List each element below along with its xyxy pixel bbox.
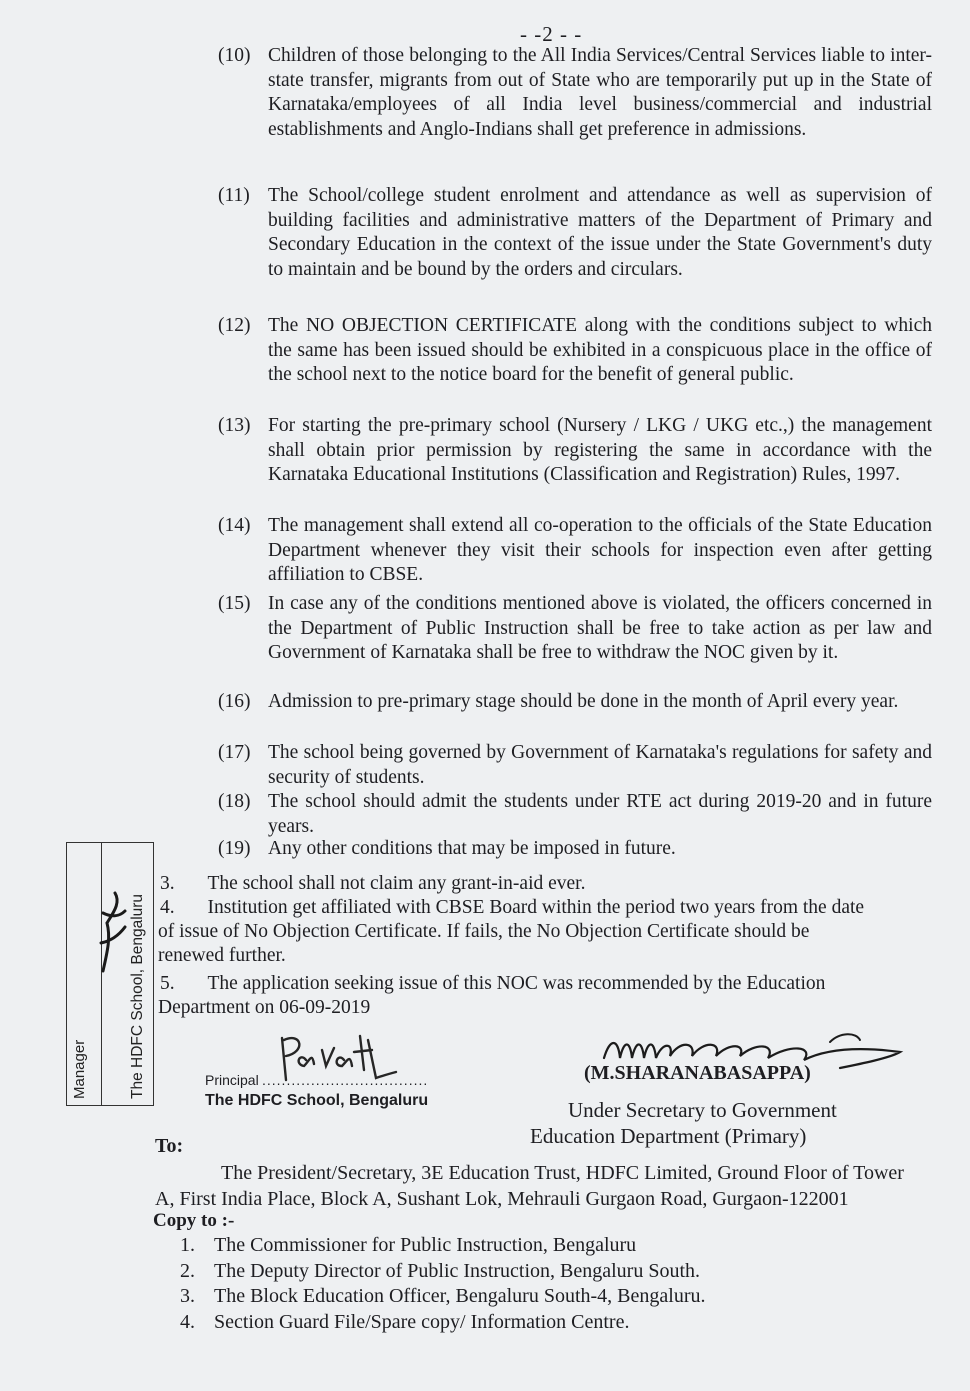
noc-smallcaps: NO OBJECTION CERTIFICATE xyxy=(306,315,577,336)
paragraph-5-line1 xyxy=(160,972,825,997)
paragraph-text: The school shall not claim any grant-in-aid ever. xyxy=(207,873,586,894)
condition-number: (11) xyxy=(218,185,250,206)
condition-text: The management shall extend all co-operation to the officials of the State Education Department whenever they visit their schools for inspection even after getting affiliation to CBSE. xyxy=(268,515,932,585)
condition-15 xyxy=(218,592,932,666)
paragraph-number: 3. xyxy=(160,873,175,894)
condition-text: Children of those belonging to the All India Services/Central Services liable to inter-state transfer, migrants from out of State who are temporarily put up in the State of Karnataka/employees of all India level business/commercial and industrial establishments and Anglo-Indians shall get preference in admissions. xyxy=(268,45,932,140)
condition-number: (12) xyxy=(218,315,251,336)
manager-stamp xyxy=(66,842,154,1106)
condition-number: (10) xyxy=(218,45,251,66)
condition-12 xyxy=(218,314,932,388)
condition-text: In case any of the conditions mentioned above is violated, the officers concerned in the Department of Public Instruction shall be free to take action as per law and Government of Karnataka shall be free to withdraw the NOC given by it. xyxy=(268,593,932,663)
condition-13 xyxy=(218,414,932,488)
condition-text: The School/college student enrolment and attendance as well as supervision of building facilities and administrative matters of the Department of Primary and Secondary Education in the context of the issue under the State Government's duty to maintain and be bound by the orders and circulars. xyxy=(268,185,932,280)
signatory-department: Education Department (Primary) xyxy=(530,1124,807,1148)
condition-text: Any other conditions that may be imposed in future. xyxy=(268,838,676,859)
copy-to-label: Copy to :- xyxy=(153,1210,235,1231)
paragraph-number: 4. xyxy=(160,897,175,918)
condition-number: (16) xyxy=(218,691,251,712)
condition-18 xyxy=(218,790,932,839)
addressee-line-1: The President/Secretary, 3E Education Trust, HDFC Limited, Ground Floor of Tower xyxy=(221,1162,904,1184)
stamp-role: Manager xyxy=(71,1039,88,1099)
condition-10 xyxy=(218,44,932,142)
list-item: 2. The Deputy Director of Public Instruction, Bengaluru South. xyxy=(180,1259,701,1282)
copy-to-list xyxy=(180,1233,705,1335)
paragraph-4-line1 xyxy=(160,896,864,921)
addressee xyxy=(155,1160,970,1212)
list-item: 3. The Block Education Officer, Bengaluru South-4, Bengaluru. xyxy=(180,1285,706,1307)
paragraph-text: The application seeking issue of this NOC was recommended by the Education xyxy=(207,973,826,994)
page-number: - -2 - - xyxy=(520,22,583,46)
stamp-school: The HDFC School, Bengaluru xyxy=(129,893,146,1099)
paragraph-3 xyxy=(160,872,585,897)
paragraph-number: 5. xyxy=(160,973,175,994)
paragraph-5-line2: Department on 06-09-2019 xyxy=(158,997,371,1018)
to-label: To: xyxy=(155,1135,184,1157)
condition-16 xyxy=(218,690,932,715)
condition-text xyxy=(268,314,932,388)
paragraph-text: Institution get affiliated with CBSE Board within the period two years from the date xyxy=(207,897,865,918)
condition-text: For starting the pre-primary school (Nursery / LKG / UKG etc.,) the management shall obtain prior permission by registering the same in accordance with the Karnataka Educational Institutions (Classification and Registration) Rules, 1997. xyxy=(268,415,932,485)
condition-text: The school being governed by Government of Karnataka's regulations for safety and security of students. xyxy=(268,742,932,788)
condition-text: The school should admit the students under RTE act during 2019-20 and in future years. xyxy=(268,791,932,837)
condition-19 xyxy=(218,837,932,862)
condition-17 xyxy=(218,741,932,790)
condition-text-rest: along with the conditions subject to which the same has been issued should be exhibited in a conspicuous place in the office of the school next to the notice board for the benefit of general public. xyxy=(268,315,932,385)
condition-number: (18) xyxy=(218,791,251,812)
principal-signature-line: .................................. xyxy=(262,1072,429,1088)
condition-11 xyxy=(218,184,932,282)
signatory-name: (M.SHARANABASAPPA) xyxy=(584,1062,811,1084)
condition-number: (13) xyxy=(218,415,251,436)
paragraph-4-line3: renewed further. xyxy=(158,945,286,966)
condition-number: (14) xyxy=(218,515,251,536)
list-item: 1. The Commissioner for Public Instruction, Bengaluru xyxy=(180,1234,637,1256)
paragraph-4-line2: of issue of No Objection Certificate. If fails, the No Objection Certificate should be xyxy=(158,921,810,942)
condition-number: (19) xyxy=(218,838,251,859)
condition-text-pre: The xyxy=(268,315,307,336)
principal-school: The HDFC School, Bengaluru xyxy=(205,1092,429,1109)
addressee-line-2: A, First India Place, Block A, Sushant Lok, Mehrauli Gurgaon Road, Gurgaon-122001 xyxy=(155,1188,849,1210)
list-item: 4. Section Guard File/Spare copy/ Information Centre. xyxy=(180,1310,630,1333)
principal-label: Principal xyxy=(205,1072,259,1088)
condition-text: Admission to pre-primary stage should be done in the month of April every year. xyxy=(268,691,899,712)
condition-number: (15) xyxy=(218,593,251,614)
manager-initials-signature xyxy=(97,883,131,973)
condition-number: (17) xyxy=(218,742,251,763)
signatory-title: Under Secretary to Government xyxy=(568,1098,837,1122)
condition-14 xyxy=(218,514,932,588)
